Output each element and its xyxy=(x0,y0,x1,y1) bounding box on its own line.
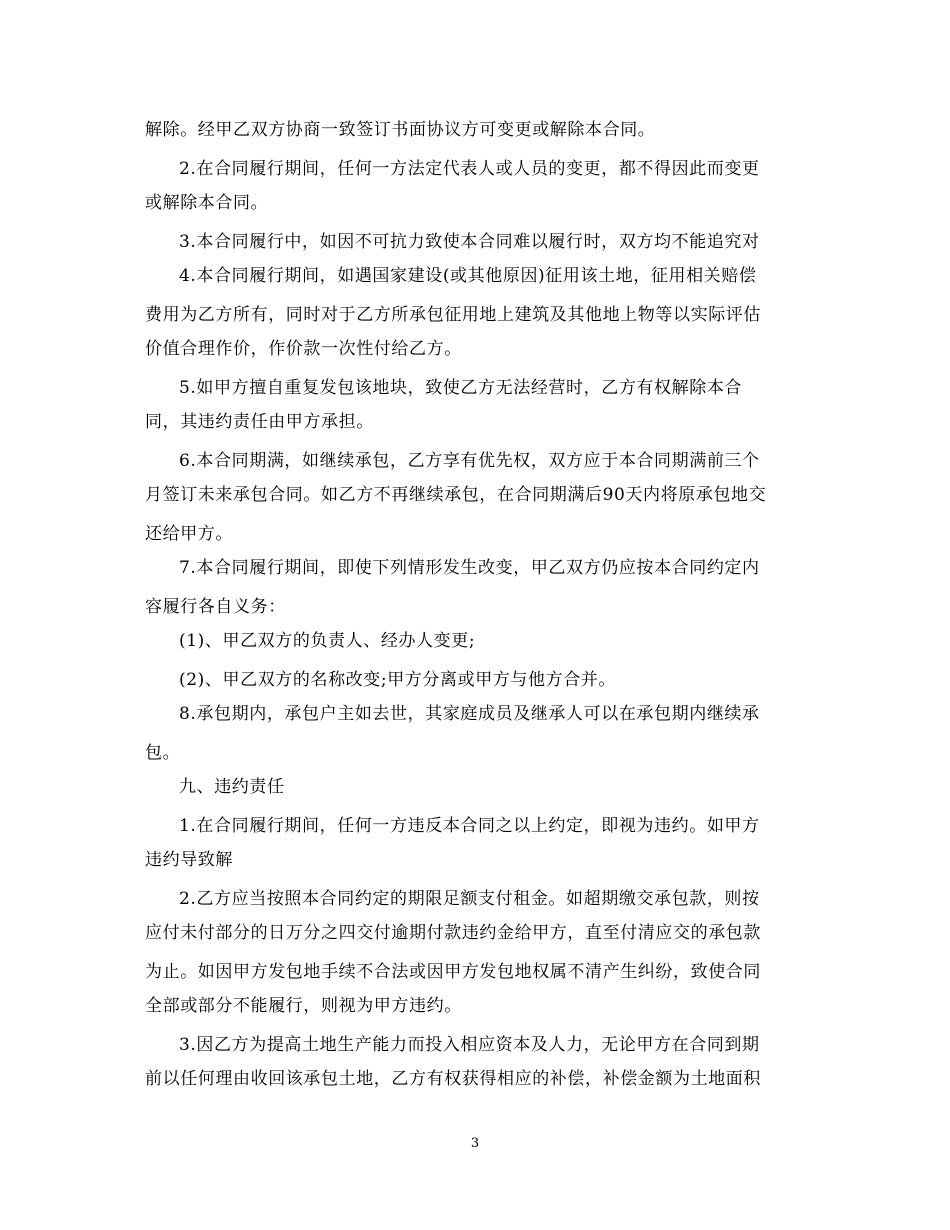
text-line: 价值合理作价，作价款一次性付给乙方。 xyxy=(145,339,462,359)
text-line: 为止。如因甲方发包地手续不合法或因甲方发包地权属不清产生纠纷，致使合同 xyxy=(145,962,761,982)
text-line: 容履行各自义务： xyxy=(145,597,286,617)
text-line: 包。 xyxy=(145,743,181,763)
text-line: 前以任何理由收回该承包土地，乙方有权获得相应的补偿，补偿金额为土地面积 xyxy=(145,1069,761,1089)
text-line: 同，其违约责任由甲方承担。 xyxy=(145,412,374,432)
text-line: 月签订未来承包合同。如乙方不再继续承包，在合同期满后90天内将原承包地交 xyxy=(145,485,767,505)
section-heading: 九、违约责任 xyxy=(179,777,285,797)
text-line: 或解除本合同。 xyxy=(145,193,269,213)
text-line: (2)、甲乙双方的名称改变;甲方分离或甲方与他方合并。 xyxy=(179,670,617,690)
text-line: 全部或部分不能履行，则视为甲方违约。 xyxy=(145,996,462,1016)
text-line: 违约导致解 xyxy=(145,850,233,870)
text-line: 还给甲方。 xyxy=(145,524,233,544)
text-line: 5.如甲方擅自重复发包该地块，致使乙方无法经营时，乙方有权解除本合 xyxy=(179,378,743,398)
text-line: 4.本合同履行期间，如遇国家建设(或其他原因)征用该土地，征用相关赔偿 xyxy=(179,266,757,286)
text-line: 3.本合同履行中，如因不可抗力致使本合同难以履行时，双方均不能追究对 xyxy=(179,232,760,252)
text-line: 费用为乙方所有，同时对于乙方所承包征用地上建筑及其他地上物等以实际评估 xyxy=(145,305,761,325)
text-line: 7.本合同履行期间，即使下列情形发生改变，甲乙双方仍应按本合同约定内 xyxy=(179,558,760,578)
text-line: 2.乙方应当按照本合同约定的期限足额支付租金。如超期缴交承包款，则按 xyxy=(179,889,760,909)
text-line: 1.在合同履行期间，任何一方违反本合同之以上约定，即视为违约。如甲方 xyxy=(179,816,760,836)
text-line: 2.在合同履行期间，任何一方法定代表人或人员的变更，都不得因此而变更 xyxy=(179,159,760,179)
text-line: 8.承包期内，承包户主如去世，其家庭成员及继承人可以在承包期内继续承 xyxy=(179,704,760,724)
text-line: 解除。经甲乙双方协商一致签订书面协议方可变更或解除本合同。 xyxy=(145,120,656,140)
text-line: (1)、甲乙双方的负责人、经办人变更; xyxy=(179,631,476,651)
text-line: 6.本合同期满，如继续承包，乙方享有优先权，双方应于本合同期满前三个 xyxy=(179,451,760,471)
text-line: 应付未付部分的日万分之四交付逾期付款违约金给甲方，直至付清应交的承包款 xyxy=(145,923,761,943)
text-line: 3.因乙方为提高土地生产能力而投入相应资本及人力，无论甲方在合同到期 xyxy=(179,1035,760,1055)
page-number: 3 xyxy=(470,1136,480,1151)
